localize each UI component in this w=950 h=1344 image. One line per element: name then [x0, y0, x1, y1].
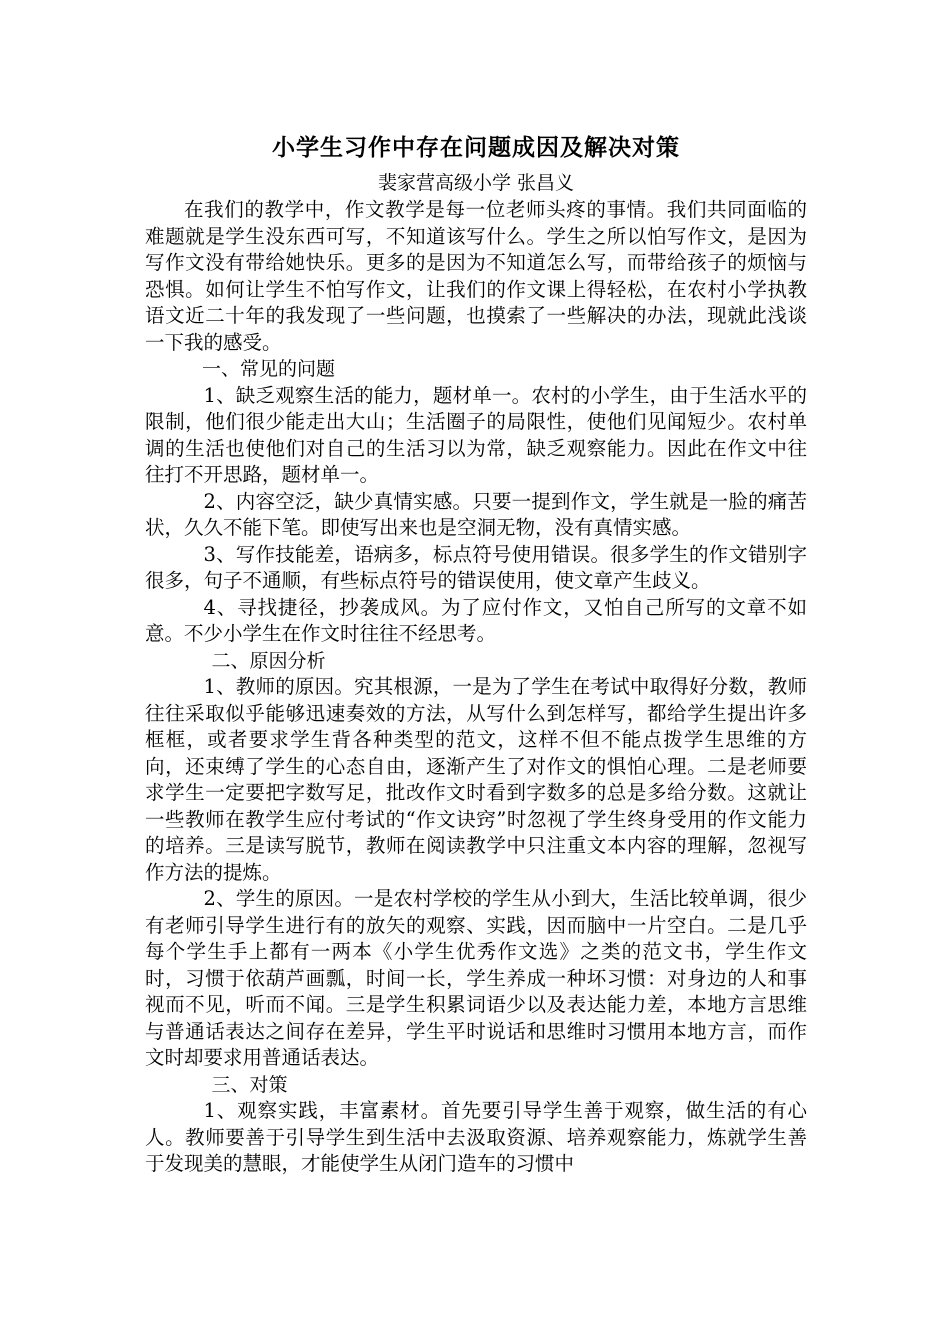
section-heading-problems: 一、常见的问题: [202, 358, 336, 380]
author-byline: 裴家营高级小学 张昌义: [377, 172, 575, 194]
paragraph-cause-1: 1、教师的原因。究其根源，一是为了学生在考试中取得好分数，教师往往采取似乎能够迅速奏效的方法，从写什么到怎样写，都给学生提出许多框框，或者要求学生背各种类型的范文，这样不但不能点拨学生思维的方向，还束缚了学生的心态自由，逐渐产生了对作文的惧怕心理。二是老师要求学生一定要把字数写足，批改作文时看到字数多的总是多给分数。这就让一些教师在教学生应付考试的“作文诀窍”时忽视了学生终身受用的作文能力的培养。三是读写脱节，教师在阅读教学中只注重文本内容的理解，忽视写作方法的提炼。: [145, 675, 807, 884]
paragraph-solution-1: 1、观察实践，丰富素材。首先要引导学生善于观察，做生活的有心人。教师要善于引导学生到生活中去汲取资源、培养观察能力，炼就学生善于发现美的慧眼，才能使学生从闭门造车的习惯中: [145, 1099, 807, 1175]
paragraph-problem-2: 2、内容空泛，缺少真情实感。只要一提到作文，学生就是一脸的痛苦状，久久不能下笔。即使写出来也是空洞无物，没有真情实感。: [145, 489, 807, 539]
intro-paragraph: 在我们的教学中，作文教学是每一位老师头疼的事情。我们共同面临的难题就是学生没东西可写，不知道该写什么。学生之所以怕写作文，是因为写作文没有带给她快乐。更多的是因为不知道怎么写，而带给孩子的烦恼与恐惧。如何让学生不怕写作文，让我们的作文课上得轻松，在农村小学执教语文近二十年的我发现了一些问题，也摸索了一些解决的办法，现就此浅谈一下我的感受。: [145, 198, 807, 354]
paragraph-problem-4: 4、寻找捷径，抄袭成风。为了应付作文，又怕自己所写的文章不如意。不少小学生在作文时往往不经思考。: [145, 595, 807, 645]
paragraph-problem-3: 3、写作技能差，语病多，标点符号使用错误。很多学生的作文错别字很多，句子不通顺，有些标点符号的错误使用，使文章产生歧义。: [145, 542, 807, 592]
document-title: 小学生习作中存在问题成因及解决对策: [272, 134, 680, 161]
section-heading-causes: 二、原因分析: [211, 649, 326, 672]
paragraph-problem-1: 1、缺乏观察生活的能力，题材单一。农村的小学生，由于生活水平的限制，他们很少能走出大山；生活圈子的局限性，使他们见闻短少。农村单调的生活也使他们对自己的生活习以为常，缺乏观察能力。因此在作文中往往打不开思路，题材单一。: [145, 383, 807, 486]
paragraph-cause-2: 2、学生的原因。一是农村学校的学生从小到大，生活比较单调，很少有老师引导学生进行有的放矢的观察、实践，因而脑中一片空白。二是几乎每个学生手上都有一两本《小学生优秀作文选》之类的范文书，学生作文时，习惯于依葫芦画瓢，时间一长，学生养成一种坏习惯：对身边的人和事视而不见，听而不闻。三是学生积累词语少以及表达能力差，本地方言思维与普通话表达之间存在差异，学生平时说话和思维时习惯用本地方言，而作文时却要求用普通话表达。: [145, 887, 807, 1069]
section-heading-solutions: 三、对策: [211, 1073, 288, 1096]
document-page: [145, 128, 807, 1178]
